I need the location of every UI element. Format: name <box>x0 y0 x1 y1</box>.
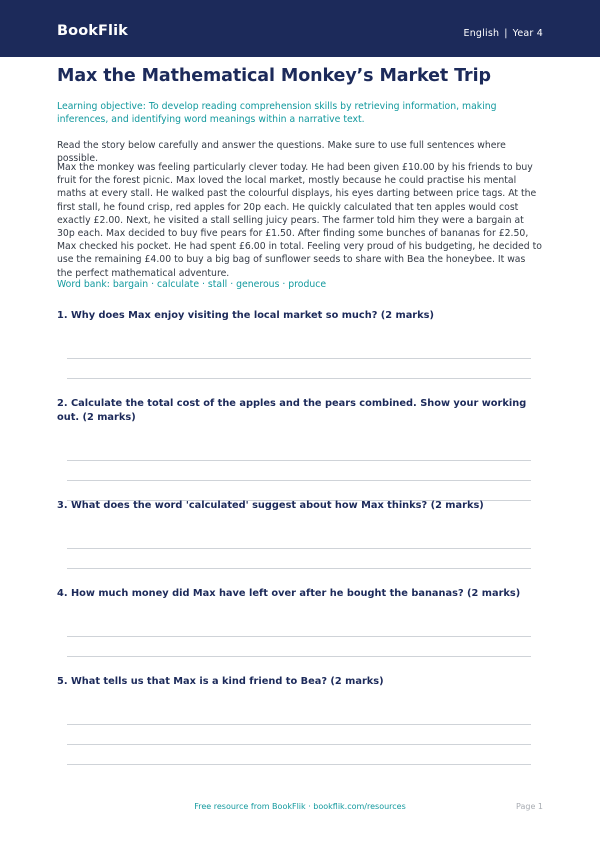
answer-line[interactable] <box>67 764 531 765</box>
question-2: 2. Calculate the total cost of the apples and the pears combined. Show your working out. (2 marks) <box>57 398 527 423</box>
answer-line[interactable] <box>67 460 531 461</box>
answer-line[interactable] <box>67 548 531 549</box>
meta-separator: | <box>504 28 508 39</box>
answer-line[interactable] <box>67 480 531 481</box>
answer-line[interactable] <box>67 378 531 379</box>
brand-logo-text: BookFlik <box>57 23 128 39</box>
learning-objective: Learning objective: To develop reading comprehension skills by retrieving information, making inferences, and identifying word meanings within a narrative text. <box>57 101 497 126</box>
word-bank: Word bank: bargain · calculate · stall · generous · produce <box>57 279 327 290</box>
answer-line[interactable] <box>67 656 531 657</box>
question-4: 4. How much money did Max have left over after he bought the bananas? (2 marks) <box>57 588 521 599</box>
question-1: 1. Why does Max enjoy visiting the local market so much? (2 marks) <box>57 310 434 321</box>
answer-line[interactable] <box>67 724 531 725</box>
instructions-text: Read the story below carefully and answer the questions. Make sure to use full sentences where possible. <box>57 140 506 164</box>
answer-line[interactable] <box>67 358 531 359</box>
story-text: Max the monkey was feeling particularly clever today. He had been given £10.00 by his friends to buy fruit for the forest picnic. Max loved the local market, mostly because he could practise his mental maths at every stall. He walked past the colourful displays, his eyes darting between price tags. At the first stall, he found crisp, red apples for 20p each. He quickly calculated that ten apples would cost exactly £2.00. Next, he visited a stall selling juicy pears. The farmer told him they were a bargain at 30p each. Max decided to buy five pears for £1.50. After finding some bunches of bananas for £2.50, Max checked his pocket. He had spent £6.00 in total. Feeling very proud of his budgeting, he decided to use the remaining £4.00 to buy a big bag of sunflower seeds to share with Bea the honeybee. It was the perfect mathematical adventure. <box>57 162 542 279</box>
year-label: Year 4 <box>512 28 543 39</box>
header-bar <box>0 0 600 57</box>
answer-line[interactable] <box>67 744 531 745</box>
question-5: 5. What tells us that Max is a kind friend to Bea? (2 marks) <box>57 676 384 687</box>
footer-credit-link[interactable]: Free resource from BookFlik · bookflik.com/resources <box>194 802 406 811</box>
answer-line[interactable] <box>67 636 531 637</box>
subject-year-label <box>464 28 544 39</box>
answer-line[interactable] <box>67 568 531 569</box>
worksheet-title: Max the Mathematical Monkey’s Market Trip <box>57 66 491 86</box>
question-3: 3. What does the word 'calculated' suggest about how Max thinks? (2 marks) <box>57 500 484 511</box>
subject-label: English <box>463 28 500 39</box>
page-number: Page 1 <box>516 802 543 811</box>
